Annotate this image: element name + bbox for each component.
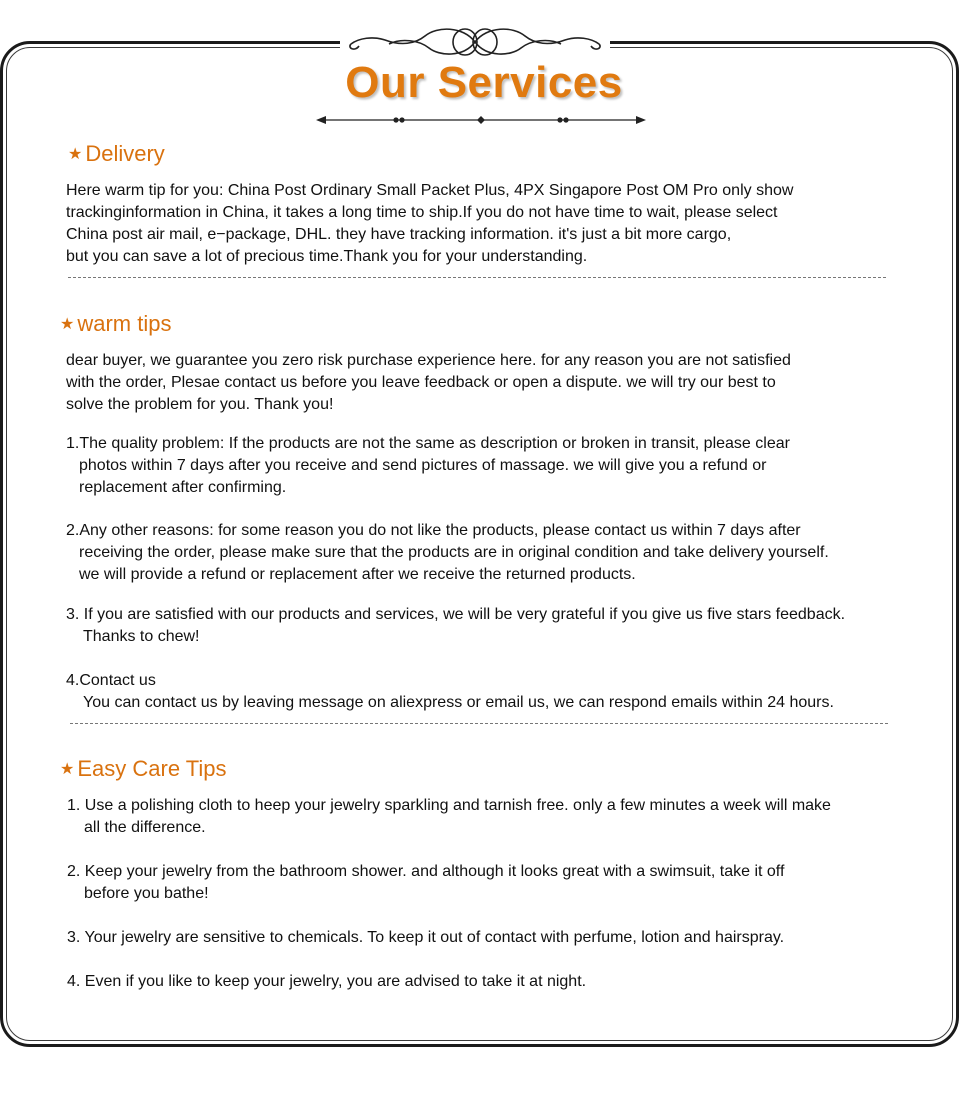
warm-tips-item-2 <box>66 520 829 586</box>
warm-tips-item-4 <box>66 670 834 714</box>
care-item-1 <box>67 795 831 839</box>
delivery-line: Here warm tip for you: China Post Ordinary Small Packet Plus, 4PX Singapore Post OM Pro only show <box>66 182 794 199</box>
item-line: 2.Any other reasons: for some reason you do not like the products, please contact us within 7 days after <box>66 522 801 539</box>
item-line: 1.The quality problem: If the products are not the same as description or broken in transit, please clear <box>66 435 790 452</box>
scroll-ornament-icon <box>345 22 605 62</box>
item-line: all the difference. <box>84 819 206 836</box>
item-line: 4.Contact us <box>66 672 156 689</box>
item-line: You can contact us by leaving message on aliexpress or email us, we can respond emails within 24 hours. <box>83 694 834 711</box>
item-line: receiving the order, please make sure that the products are in original condition and take delivery yourself. <box>79 544 829 561</box>
warm-tips-intro <box>66 350 791 416</box>
item-line: 1. Use a polishing cloth to heep your jewelry sparkling and tarnish free. only a few minutes a week will make <box>67 797 831 814</box>
item-line: 3. Your jewelry are sensitive to chemicals. To keep it out of contact with perfume, lotion and hairspray. <box>67 929 785 946</box>
page-title: Our Services <box>345 58 623 107</box>
item-line: before you bathe! <box>84 885 209 902</box>
item-line: 4. Even if you like to keep your jewelry, you are advised to take it at night. <box>67 973 587 990</box>
dashed-divider <box>68 277 886 278</box>
care-item-3 <box>67 927 784 949</box>
item-line: photos within 7 days after you receive and send pictures of massage. we will give you a refund or <box>79 457 767 474</box>
care-heading <box>60 756 227 785</box>
warm-tips-heading-text: warm tips <box>77 311 172 336</box>
delivery-line: trackinginformation in China, it takes a long time to ship.If you do not have time to wait, please select <box>66 204 778 221</box>
item-line: Thanks to chew! <box>83 628 200 645</box>
star-icon: ★ <box>68 146 83 163</box>
delivery-heading-text: Delivery <box>85 141 165 166</box>
warm-tips-intro-line: with the order, Plesae contact us before you leave feedback or open a dispute. we will try our best to <box>66 374 776 391</box>
care-item-2 <box>67 861 784 905</box>
divider-ornament-icon <box>316 113 646 127</box>
warm-tips-item-1 <box>66 433 790 499</box>
item-line: we will provide a refund or replacement after we receive the returned products. <box>79 566 636 583</box>
warm-tips-intro-line: dear buyer, we guarantee you zero risk purchase experience here. for any reason you are not satisfied <box>66 352 791 369</box>
care-item-4 <box>67 971 586 993</box>
care-heading-text: Easy Care Tips <box>77 756 227 781</box>
delivery-heading <box>68 141 165 170</box>
warm-tips-heading <box>60 311 171 340</box>
star-icon: ★ <box>60 761 75 778</box>
dashed-divider <box>70 723 888 724</box>
delivery-line: but you can save a lot of precious time.Thank you for your understanding. <box>66 248 588 265</box>
item-line: 3. If you are satisfied with our products and services, we will be very grateful if you give us five stars feedback. <box>66 606 846 623</box>
item-line: 2. Keep your jewelry from the bathroom shower. and although it looks great with a swimsuit, take it off <box>67 863 785 880</box>
star-icon: ★ <box>60 316 75 333</box>
delivery-paragraph <box>66 180 793 268</box>
delivery-line: China post air mail, e−package, DHL. they have tracking information. it's just a bit more cargo, <box>66 226 732 243</box>
warm-tips-item-3 <box>66 604 845 648</box>
item-line: replacement after confirming. <box>79 479 287 496</box>
warm-tips-intro-line: solve the problem for you. Thank you! <box>66 396 334 413</box>
